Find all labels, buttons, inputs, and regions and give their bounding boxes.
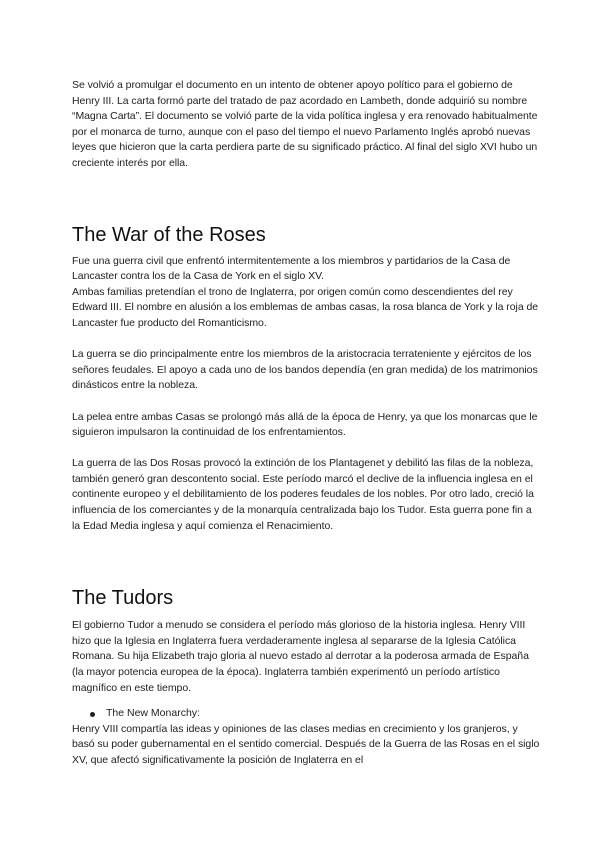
war-paragraph-1-line-2: Ambas familias pretendían el trono de Inglaterra, por origen común como descendientes del rey Edward III. El nombre en alusión a los emblemas de ambas casas, la rosa blanca de York y la roja de Lancaster fue producto del Romanticismo. xyxy=(72,285,539,329)
tudors-paragraph-2: Henry VIII compartía las ideas y opiniones de las clases medias en crecimiento y los granjeros, y basó su poder gubernamental en el sentido comercial. Después de la Guerra de las Rosas en el siglo XV, que afectó significativamente la posición de Inglaterra en el xyxy=(72,722,540,766)
war-paragraph-3: La pelea entre ambas Casas se prolongó más allá de la época de Henry, ya que los monarcas que le siguieron impulsaron la continuidad de los enfrentamientos. xyxy=(72,410,538,439)
intro-paragraph: Se volvió a promulgar el documento en un intento de obtener apoyo político para el gobierno de Henry III. La carta formó parte del tratado de paz acordado en Lambeth, donde adquirió su nombre “Magna Carta”. El documento se volvió parte de la vida política inglesa y era renovado habitualmente por el monarca de turno, aunque con el paso del tiempo el nuevo Parlamento Inglés aprobó nuevas leyes que hicieron que la carta perdiera parte de su significado práctico. Al final del siglo XVI hubo un creciente interés por ella. xyxy=(72,79,538,169)
war-paragraph-1-line-1: Fue una guerra civil que enfrentó intermitentemente a los miembros y partidarios de la Casa de Lancaster contra los de la Casa de York en el siglo XV. xyxy=(72,254,511,283)
section-heading-tudors: The Tudors xyxy=(72,587,174,610)
bullet-label-new-monarchy: The New Monarchy: xyxy=(106,707,200,720)
war-paragraph-2: La guerra se dio principalmente entre los miembros de la aristocracia terrateniente y ejércitos de los señores feudales. El apoyo a cada uno de los bandos dependía (en gran medida) de los matrimonios dinásticos entre la nobleza. xyxy=(72,348,538,392)
section-heading-war-of-roses: The War of the Roses xyxy=(72,223,266,246)
list-item xyxy=(88,706,540,722)
war-paragraph-4: La guerra de las Dos Rosas provocó la extinción de los Plantagenet y debilitó las filas de la nobleza, también generó gran descontento social. Este período marcó el declive de la influencia inglesa en el continente europeo y el debilitamiento de los poderes feudales de los nobles. Por otro lado, creció la influencia de los comerciantes y de la monarquía centralizada bajo los Tudor. Esta guerra pone fin a la Edad Media inglesa y aquí comienza el Renacimiento. xyxy=(72,457,534,532)
bullet-icon xyxy=(90,712,95,717)
tudors-bullet-list xyxy=(72,706,540,722)
tudors-paragraph-1: El gobierno Tudor a menudo se considera el período más glorioso de la historia inglesa. Henry VIII hizo que la Iglesia en Inglaterra fuera verdaderamente inglesa al separarse de la Iglesia Católica Romana. Su hija Elizabeth trajo gloria al nuevo estado al derrotar a la poderosa armada de España (la mayor potencia europea de la época). Inglaterra también experimentó un período artístico magnífico en este tiempo. xyxy=(72,619,529,694)
